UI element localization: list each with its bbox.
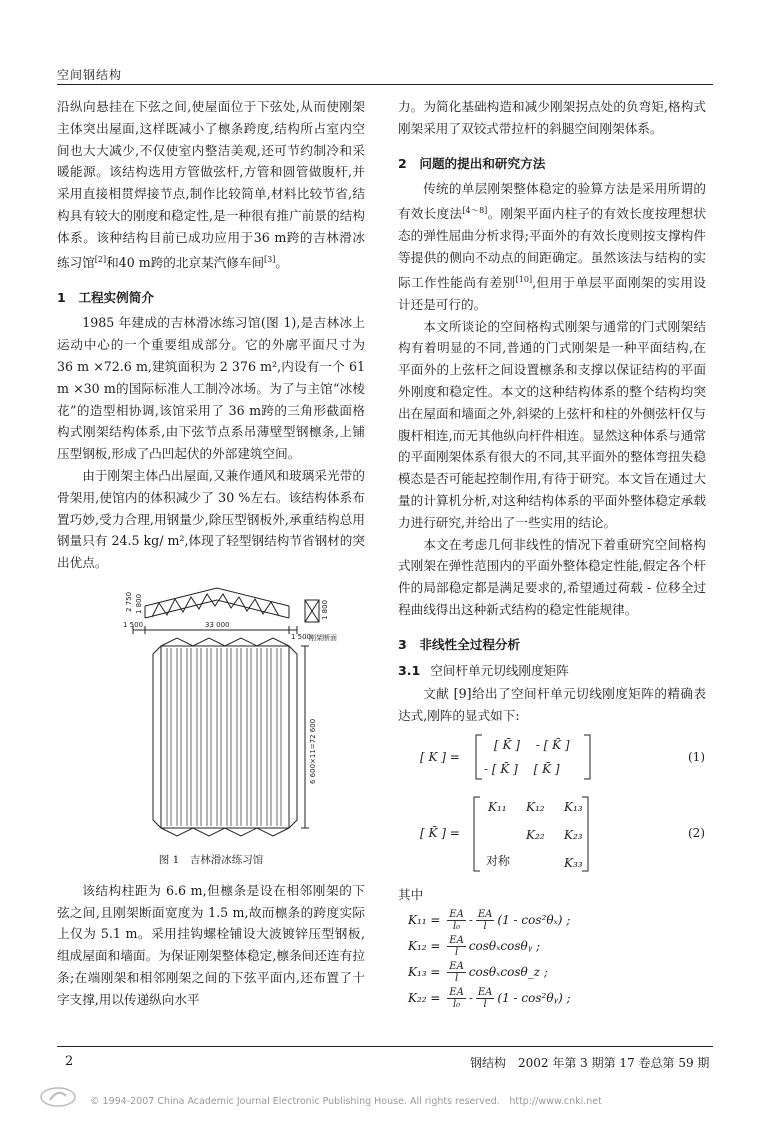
svg-text:K₁₂: K₁₂ (526, 799, 545, 814)
section-heading-3: 3 非线性全过程分析 (398, 636, 521, 652)
equation-2 (398, 795, 706, 881)
dim-height-2: 1 800 (135, 593, 143, 614)
footer-rule (57, 1046, 713, 1047)
paragraph: 由于刚架主体凸出屋面,又兼作通风和玻璃采光带的骨架用,使馆内的体积减少了 30 %左右。该结构体系布置巧妙,受力合理,用钢量少,除压型钢板外,承重结构总用钢量只有 24.5 kg/ m²,体现了轻型钢结构节省钢材的突出优点。 (57, 467, 365, 571)
copyright-notice: © 1994-2007 China Academic Journal Electronic Publishing House. All rights reserved. http://www.cnki.net (90, 1096, 602, 1107)
dim-right: 1 500 (291, 632, 312, 641)
figure-caption: 图 1 吉林滑冰练习馆 (158, 853, 264, 866)
svg-text:K₃₃: K₃₃ (564, 855, 583, 870)
paragraph: 沿纵向悬挂在下弦之间,使屋面位于下弦处,从而使刚架主体突出屋面,这样既减小了檩条跨度,结构所占室内空间也大大减少,不仅使室内整洁美观,还可节约制冷和采暖能源。该结构选用方管做弦杆,方管和圆管做腹杆,并采用直接相贯焊接节点,制作比较简单,材料比较节省,结构具有较大的刚度和稳定性,是一种很有推广前景的结构体系。该种结构目前已成功应用于36 m跨的吉林滑冰练习馆[2]和40 m跨的北京某汽修车间[3]。 (57, 99, 365, 270)
subsection-heading: 3.1 空间杆单元切线刚度矩阵 (398, 662, 569, 678)
svg-text:- [ K̄ ] [ K̄ ]: - [ K̄ ] [ K̄ ] (484, 761, 560, 776)
eq-k13: K₁₃ = $\frac{EA}{l}$ cosθₓcosθ_z ; (408, 961, 548, 985)
dim-height-3: 1 800 (321, 599, 329, 620)
dim-length: 6 600×11=72 600 (309, 718, 317, 784)
svg-text:K₂₂: K₂₂ (526, 827, 545, 842)
dim-span: 33 000 (205, 620, 230, 629)
paragraph: 其中 (398, 887, 424, 903)
eq2-label: (2) (688, 825, 705, 840)
paragraph: 1985 年建成的吉林滑冰练习馆(图 1),是吉林冰上运动中心的一个重要组成部分。它的外廓平面尺寸为 36 m ×72.6 m,建筑面积为 2 376 m²,内设有一个 61 m ×30 m的国际标准人工制冷冰场。为了与主馆“冰棱花”的造型相协调,该馆采用了 36 m跨的三角形截面格构式刚架结构体系,由下弦节点系吊薄壁型钢檩条,上铺压型钢板,形成了凸凹起伏的外部建筑空间。 (57, 315, 365, 462)
paragraph: 文献 [9]给出了空间杆单元切线刚度矩阵的精确表达式,刚阵的显式如下: (398, 686, 706, 724)
eq1-label: (1) (688, 749, 705, 764)
header-rule (57, 84, 713, 85)
paragraph: 传统的单层刚架整体稳定的验算方法是采用所谓的有效长度法[4～8]。刚架平面内柱子的有效长度按理想状态的弹性屈曲分析求得;平面外的有效长度则按支撑构件等提供的侧向不动点的间距确定。虽然该法与结构的实际工作性能尚有差别[10],但用于单层平面刚架的实用设计还是可行的。 (398, 181, 707, 312)
eq-k22: K₂₂ = $\frac{EA}{\text{l₀}}$ - $\frac{EA}{l}$ (1 - cos²θᵧ) ; (408, 987, 571, 1011)
paragraph: 本文所谈论的空间格构式刚架与通常的门式刚架结构有着明显的不同,普通的门式刚架是一种平面结构,在平面外的上弦杆之间设置檩条和支撑以保证结构的平面外刚度和稳定性。本文的这种结构体系的整个结构均突出在屋面和墙面之外,斜梁的上弦杆和柱的外侧弦杆仅与腹杆相连,而无其他纵向杆件相连。显然这种体系与通常的平面刚架体系有很大的不同,其平面外的整体弯扭失稳模态是否可能起控制作用,有待于研究。本文旨在通过大量的计算机分析,对这种结构体系的平面外整体稳定承载力进行研究,并给出了一些实用的结论。 (398, 318, 706, 530)
svg-text:K₁₃: K₁₃ (564, 799, 583, 814)
svg-text:[ K̄ ] - [ K̄ ]: [ K̄ ] - [ K̄ ] (494, 737, 570, 752)
left-column (57, 96, 365, 1011)
paragraph: 本文在考虑几何非线性的情况下着重研究空间格构式刚架在弹性范围内的平面外整体稳定性能,假定各个杆件的局部稳定都是满足要求的,希望通过荷载 - 位移全过程曲线得出这种新式结构的稳定性能规律。 (398, 536, 706, 617)
figure-1 (57, 584, 365, 846)
paragraph: 该结构柱距为 6.6 m,但檩条是设在相邻刚架的下弦之间,且刚架断面宽度为 1.5 m,故而檩条的跨度实际上仅为 5.1 m。采用挂钩螺栓铺设大波镀锌压型钢板,组成屋面和墙面。为保证刚架整体稳定,檩条间还连有拉条;在端刚架和相邻刚架之间的下弦平面内,还布置了十字支撑,用以传递纵向水平 (57, 882, 365, 1007)
section-label: 刚架断面 (309, 633, 337, 642)
page-number: 2 (65, 1054, 74, 1069)
svg-text:对称: 对称 (486, 853, 511, 868)
dim-left: 1 500 (123, 620, 144, 629)
cnki-logo-icon (38, 1086, 78, 1108)
svg-text:[ K̄ ] =: [ K̄ ] = (420, 825, 460, 840)
right-column (398, 96, 706, 1013)
svg-text:K₁₁: K₁₁ (488, 799, 507, 814)
eq-k12: K₁₂ = $\frac{EA}{l}$ cosθₓcosθᵧ ; (408, 935, 541, 959)
section-heading-1: 1 工程实例简介 (57, 289, 154, 305)
eq-k11: K₁₁ = $\frac{EA}{\text{l₀}}$ - $\frac{EA}{l}$ (1 - cos²θₓ) ; (408, 909, 571, 933)
figure-1-drawing (57, 584, 365, 846)
svg-text:[ K ] =: [ K ] = (420, 749, 460, 764)
dim-height-1: 2 750 (125, 591, 133, 612)
svg-text:K₂₃: K₂₃ (564, 827, 583, 842)
section-heading-2: 2 问题的提出和研究方法 (398, 155, 546, 171)
equation-1 (398, 731, 706, 791)
paragraph: 力。为简化基础构造和减少刚架拐点处的负弯矩,格构式刚架采用了双铰式带拉杆的斜腿空间刚架体系。 (398, 99, 706, 136)
running-header: 空间钢结构 (57, 68, 123, 82)
journal-info: 钢结构 2002 年第 3 期第 17 卷总第 59 期 (470, 1056, 710, 1070)
